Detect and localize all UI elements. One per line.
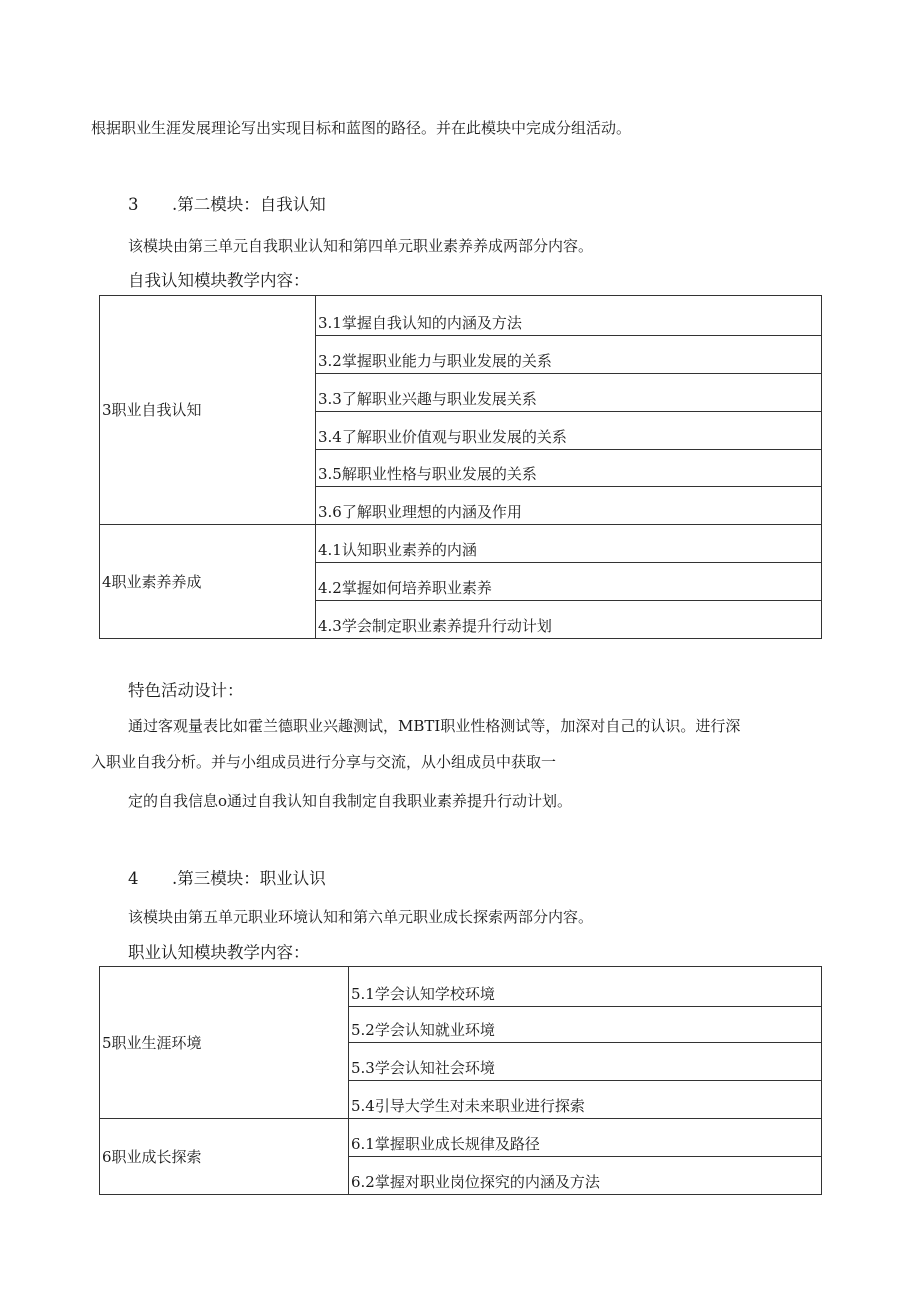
module2-heading: [128, 194, 326, 216]
module3-table-caption: 职业认知模块教学内容：: [128, 943, 310, 962]
item-cell: 5.3学会认知社会环境: [349, 1043, 822, 1081]
unit-cell: 3职业自我认知: [100, 296, 316, 525]
module2-number: 3: [128, 195, 139, 214]
module3-title: .第三模块：职业认识: [172, 869, 326, 888]
item-cell: 3.4了解职业价值观与职业发展的关系: [316, 412, 822, 450]
module3-description: 该模块由第五单元职业环境认知和第六单元职业成长探索两部分内容。: [128, 908, 594, 926]
item-cell: 6.1掌握职业成长规律及路径: [349, 1119, 822, 1157]
item-cell: 4.3学会制定职业素养提升行动计划: [316, 601, 822, 639]
module3-heading: [128, 868, 326, 890]
module3-content-table: [99, 966, 822, 1195]
item-cell: 6.2掌握对职业岗位探究的内涵及方法: [349, 1157, 822, 1195]
unit-cell: 5职业生涯环境: [100, 967, 349, 1119]
module3-number: 4: [128, 869, 139, 888]
item-cell: 3.6了解职业理想的内涵及作用: [316, 487, 822, 525]
intro-line: 根据职业生涯发展理论写出实现目标和蓝图的路径。并在此模块中完成分组活动。: [91, 119, 632, 137]
module2-description: 该模块由第三单元自我职业认知和第四单元职业素养养成两部分内容。: [128, 237, 594, 255]
item-cell: 4.2掌握如何培养职业素养: [316, 563, 822, 601]
activity-title: 特色活动设计：: [128, 681, 244, 700]
item-cell: 4.1认知职业素养的内涵: [316, 525, 822, 563]
module2-table-caption: 自我认知模块教学内容：: [128, 271, 310, 290]
item-cell: 5.1学会认知学校环境: [349, 967, 822, 1007]
item-cell: 3.5解职业性格与职业发展的关系: [316, 450, 822, 487]
item-cell: 3.3了解职业兴趣与职业发展关系: [316, 374, 822, 412]
activity-line: 通过客观量表比如霍兰德职业兴趣测试，MBTI职业性格测试等，加深对自己的认识。进行深: [128, 717, 741, 735]
activity-line: 定的自我信息o通过自我认知自我制定自我职业素养提升行动计划。: [128, 792, 573, 810]
activity-line: 入职业自我分析。并与小组成员进行分享与交流，从小组成员中获取一: [91, 753, 557, 771]
module2-content-table: [99, 295, 822, 639]
unit-cell: 6职业成长探索: [100, 1119, 349, 1195]
item-cell: 3.1掌握自我认知的内涵及方法: [316, 296, 822, 336]
item-cell: 5.2学会认知就业环境: [349, 1007, 822, 1043]
unit-cell: 4职业素养养成: [100, 525, 316, 639]
module2-title: .第二模块：自我认知: [172, 195, 326, 214]
item-cell: 5.4引导大学生对未来职业进行探索: [349, 1081, 822, 1119]
item-cell: 3.2掌握职业能力与职业发展的关系: [316, 336, 822, 374]
